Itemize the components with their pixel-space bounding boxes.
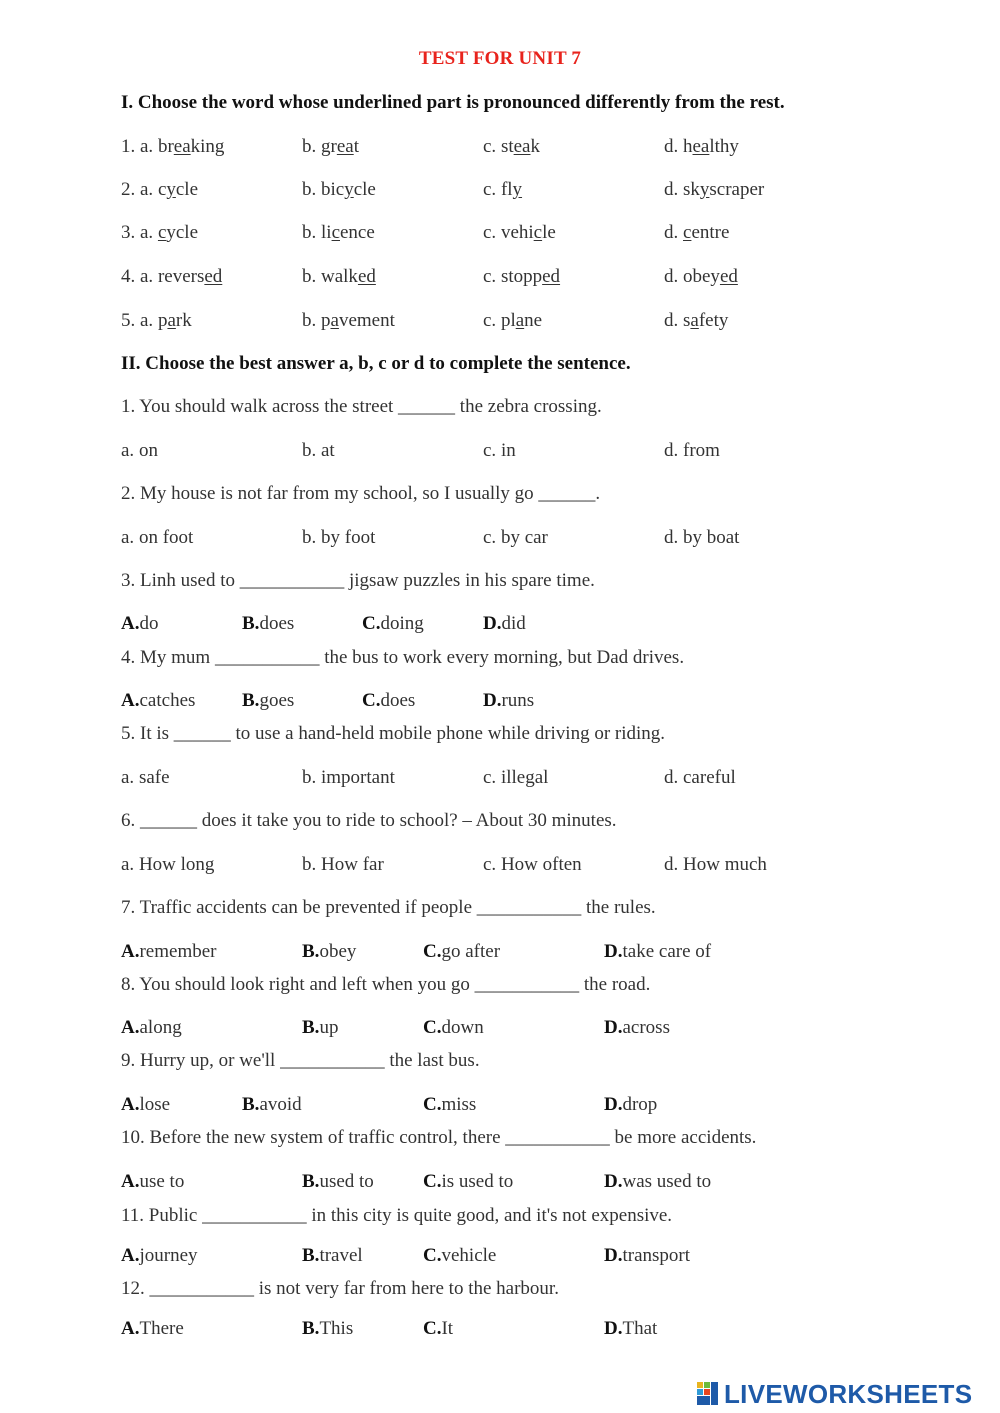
word-end: k bbox=[530, 136, 540, 157]
question-text: 4. My mum ___________ the bus to work every morning, but Dad drives. bbox=[121, 647, 685, 668]
word-start: c bbox=[157, 179, 167, 200]
word-start: br bbox=[157, 136, 174, 157]
option-text: up bbox=[319, 1017, 339, 1038]
word-end: rk bbox=[175, 310, 192, 331]
word-end: cle bbox=[175, 179, 199, 200]
option-text: did bbox=[501, 613, 526, 634]
option-text: catches bbox=[139, 690, 196, 711]
answer-option[interactable] bbox=[664, 767, 736, 789]
pronunciation-option[interactable] bbox=[664, 266, 738, 288]
option-text: careful bbox=[683, 767, 736, 788]
answer-option[interactable] bbox=[604, 1094, 657, 1116]
pronunciation-option[interactable] bbox=[121, 136, 224, 158]
question-text: 11. Public ___________ in this city is quite good, and it's not expensive. bbox=[121, 1205, 673, 1226]
word-start: pl bbox=[500, 310, 516, 331]
option-letter: B. bbox=[302, 1318, 320, 1339]
pronunciation-option[interactable] bbox=[302, 179, 376, 201]
answer-option[interactable] bbox=[121, 1017, 182, 1039]
option-letter: b. bbox=[302, 222, 317, 243]
question-text: 2. My house is not far from my school, so I usually go ______. bbox=[121, 483, 601, 504]
word-start: p bbox=[157, 310, 168, 331]
pronunciation-option[interactable] bbox=[121, 179, 198, 201]
word-start: gr bbox=[321, 136, 337, 157]
option-letter: c. bbox=[483, 767, 497, 788]
option-text: remember bbox=[139, 941, 217, 962]
answer-option[interactable] bbox=[302, 1017, 338, 1039]
answer-option[interactable] bbox=[483, 854, 582, 876]
answer-option[interactable] bbox=[664, 527, 739, 549]
answer-option[interactable] bbox=[121, 941, 217, 963]
option-text: It bbox=[441, 1318, 454, 1339]
answer-option[interactable] bbox=[121, 1094, 170, 1116]
option-letter: c. bbox=[483, 179, 497, 200]
answer-option[interactable] bbox=[483, 690, 534, 712]
question-number: 5. bbox=[121, 310, 136, 331]
option-letter: c. bbox=[483, 310, 497, 331]
option-letter: A. bbox=[121, 1171, 140, 1192]
option-text: There bbox=[139, 1318, 184, 1339]
answer-option[interactable] bbox=[242, 613, 294, 635]
option-letter: C. bbox=[423, 1318, 442, 1339]
pronunciation-option[interactable] bbox=[664, 310, 728, 332]
word-end: le bbox=[542, 222, 556, 243]
answer-option[interactable] bbox=[242, 690, 294, 712]
word-end: vement bbox=[338, 310, 395, 331]
option-letter: b. bbox=[302, 527, 317, 548]
option-letter: A. bbox=[121, 1318, 140, 1339]
answer-option[interactable] bbox=[483, 613, 526, 635]
option-letter: A. bbox=[121, 690, 140, 711]
option-letter: D. bbox=[604, 941, 623, 962]
option-letter: a. bbox=[121, 767, 135, 788]
option-letter: C. bbox=[362, 613, 381, 634]
word-end: fety bbox=[698, 310, 729, 331]
option-text: lose bbox=[139, 1094, 171, 1115]
question-number: 4. bbox=[121, 266, 136, 287]
option-text: along bbox=[139, 1017, 182, 1038]
answer-option[interactable] bbox=[664, 854, 767, 876]
option-text: important bbox=[321, 767, 395, 788]
word-start: vehi bbox=[500, 222, 534, 243]
question-text: 8. You should look right and left when you go ___________ the road. bbox=[121, 974, 651, 995]
question-text: 12. ___________ is not very far from here to the harbour. bbox=[121, 1278, 559, 1299]
option-text: go after bbox=[441, 941, 501, 962]
option-text: at bbox=[321, 440, 335, 461]
answer-option[interactable] bbox=[121, 1318, 184, 1340]
option-letter: D. bbox=[604, 1094, 623, 1115]
option-letter: c. bbox=[483, 527, 497, 548]
option-letter: d. bbox=[664, 222, 679, 243]
option-text: journey bbox=[139, 1245, 198, 1266]
answer-option[interactable] bbox=[483, 527, 548, 549]
option-text: doing bbox=[380, 613, 424, 634]
question-number: 1. bbox=[121, 136, 136, 157]
answer-option[interactable] bbox=[302, 941, 356, 963]
option-text: was used to bbox=[622, 1171, 712, 1192]
option-letter: d. bbox=[664, 854, 679, 875]
answer-option[interactable] bbox=[121, 1245, 198, 1267]
answer-option[interactable] bbox=[302, 767, 395, 789]
option-text: does bbox=[259, 613, 295, 634]
pronunciation-option[interactable] bbox=[302, 222, 375, 244]
option-letter: d. bbox=[664, 527, 679, 548]
word-start: p bbox=[321, 310, 331, 331]
option-letter: b. bbox=[302, 854, 317, 875]
question-text: 1. You should walk across the street ______ the zebra crossing. bbox=[121, 396, 602, 417]
option-text: does bbox=[380, 690, 416, 711]
pronunciation-option[interactable] bbox=[664, 222, 729, 244]
pronunciation-option[interactable] bbox=[483, 222, 556, 244]
pronunciation-option[interactable] bbox=[483, 136, 540, 158]
word-start: revers bbox=[157, 266, 205, 287]
option-letter: C. bbox=[423, 1017, 442, 1038]
question-text: 6. ______ does it take you to ride to school? – About 30 minutes. bbox=[121, 810, 617, 831]
option-text: from bbox=[683, 440, 720, 461]
underlined-part: ea bbox=[513, 136, 531, 157]
option-letter: c. bbox=[483, 136, 497, 157]
word-end: lthy bbox=[709, 136, 739, 157]
option-text: safe bbox=[138, 767, 170, 788]
pronunciation-option[interactable] bbox=[121, 266, 222, 288]
option-letter: a. bbox=[140, 179, 154, 200]
option-text: in bbox=[500, 440, 516, 461]
option-text: by boat bbox=[683, 527, 740, 548]
word-start: li bbox=[321, 222, 332, 243]
option-letter: D. bbox=[604, 1245, 623, 1266]
answer-option[interactable] bbox=[242, 1094, 302, 1116]
option-letter: a. bbox=[140, 136, 154, 157]
option-letter: B. bbox=[302, 1245, 320, 1266]
underlined-part: a bbox=[167, 310, 176, 331]
question-text: 7. Traffic accidents can be prevented if people ___________ the rules. bbox=[121, 897, 656, 918]
answer-option[interactable] bbox=[604, 1017, 670, 1039]
word-end: scraper bbox=[709, 179, 765, 200]
option-letter: C. bbox=[423, 1094, 442, 1115]
underlined-part: ea bbox=[173, 136, 191, 157]
option-text: do bbox=[139, 613, 159, 634]
option-text: by foot bbox=[321, 527, 376, 548]
option-text: How much bbox=[683, 854, 767, 875]
word-start: bic bbox=[321, 179, 345, 200]
underlined-part: ea bbox=[336, 136, 354, 157]
option-letter: A. bbox=[121, 941, 140, 962]
option-text: use to bbox=[139, 1171, 185, 1192]
question-number: 3. bbox=[121, 222, 136, 243]
underlined-part: c bbox=[331, 222, 340, 243]
word-end: ne bbox=[524, 310, 543, 331]
option-text: travel bbox=[319, 1245, 363, 1266]
answer-option[interactable] bbox=[121, 854, 214, 876]
word-start: walk bbox=[321, 266, 358, 287]
page-title: TEST FOR UNIT 7 bbox=[418, 48, 582, 69]
option-text: miss bbox=[441, 1094, 477, 1115]
option-letter: D. bbox=[604, 1318, 623, 1339]
option-letter: d. bbox=[664, 310, 679, 331]
option-letter: c. bbox=[483, 266, 497, 287]
pronunciation-option[interactable] bbox=[483, 266, 560, 288]
pronunciation-option[interactable] bbox=[664, 179, 764, 201]
section2-heading: II. Choose the best answer a, b, c or d to complete the sentence. bbox=[121, 353, 631, 374]
answer-option[interactable] bbox=[121, 690, 195, 712]
option-letter: A. bbox=[121, 1094, 140, 1115]
option-letter: A. bbox=[121, 613, 140, 634]
liveworksheets-logo-icon bbox=[697, 1382, 719, 1406]
option-letter: C. bbox=[423, 941, 442, 962]
option-letter: c. bbox=[483, 440, 497, 461]
option-letter: b. bbox=[302, 179, 317, 200]
answer-option[interactable] bbox=[423, 1094, 476, 1116]
answer-option[interactable] bbox=[121, 527, 193, 549]
option-letter: D. bbox=[483, 690, 502, 711]
option-letter: a. bbox=[121, 854, 135, 875]
option-letter: B. bbox=[242, 1094, 260, 1115]
answer-option[interactable] bbox=[302, 1171, 374, 1193]
underlined-part: ea bbox=[692, 136, 710, 157]
answer-option[interactable] bbox=[362, 613, 424, 635]
answer-option[interactable] bbox=[664, 440, 720, 462]
option-letter: b. bbox=[302, 136, 317, 157]
answer-option[interactable] bbox=[423, 1171, 513, 1193]
answer-option[interactable] bbox=[604, 1171, 711, 1193]
answer-option[interactable] bbox=[423, 1245, 496, 1267]
answer-option[interactable] bbox=[483, 767, 548, 789]
answer-option[interactable] bbox=[121, 1171, 184, 1193]
option-text: obey bbox=[319, 941, 357, 962]
option-text: on bbox=[138, 440, 158, 461]
word-start: fl bbox=[500, 179, 513, 200]
liveworksheets-logo bbox=[697, 1379, 972, 1409]
answer-option[interactable] bbox=[604, 941, 711, 963]
answer-option[interactable] bbox=[362, 690, 415, 712]
option-text: by car bbox=[500, 527, 548, 548]
underlined-part: ed bbox=[542, 266, 561, 287]
option-text: This bbox=[319, 1318, 354, 1339]
question-text: 3. Linh used to ___________ jigsaw puzzles in his spare time. bbox=[121, 570, 595, 591]
pronunciation-option[interactable] bbox=[302, 266, 376, 288]
word-end: entre bbox=[691, 222, 730, 243]
option-letter: c. bbox=[483, 854, 497, 875]
question-text: 10. Before the new system of traffic control, there ___________ be more accidents. bbox=[121, 1127, 757, 1148]
option-letter: B. bbox=[302, 941, 320, 962]
word-end: king bbox=[190, 136, 225, 157]
option-text: goes bbox=[259, 690, 295, 711]
option-text: How often bbox=[500, 854, 582, 875]
pronunciation-option[interactable] bbox=[302, 136, 359, 158]
underlined-part: c bbox=[683, 222, 692, 243]
answer-option[interactable] bbox=[423, 1318, 453, 1340]
option-text: take care of bbox=[622, 941, 712, 962]
option-letter: A. bbox=[121, 1245, 140, 1266]
option-letter: a. bbox=[140, 310, 154, 331]
pronunciation-option[interactable] bbox=[664, 136, 739, 158]
answer-option[interactable] bbox=[302, 440, 335, 462]
underlined-part: y bbox=[166, 179, 176, 200]
underlined-part: ed bbox=[719, 266, 738, 287]
answer-option[interactable] bbox=[121, 767, 170, 789]
option-letter: d. bbox=[664, 136, 679, 157]
option-text: used to bbox=[319, 1171, 374, 1192]
underlined-part: a bbox=[515, 310, 525, 331]
option-text: avoid bbox=[259, 1094, 302, 1115]
answer-option[interactable] bbox=[302, 1318, 353, 1340]
option-letter: C. bbox=[423, 1245, 442, 1266]
underlined-part: ed bbox=[204, 266, 223, 287]
option-letter: D. bbox=[483, 613, 502, 634]
question-number: 2. bbox=[121, 179, 136, 200]
underlined-part: y bbox=[699, 179, 710, 200]
answer-option[interactable] bbox=[302, 854, 384, 876]
option-letter: A. bbox=[121, 1017, 140, 1038]
option-text: across bbox=[622, 1017, 670, 1038]
option-letter: b. bbox=[302, 266, 317, 287]
option-text: drop bbox=[622, 1094, 658, 1115]
underlined-part: a bbox=[330, 310, 339, 331]
option-text: How far bbox=[321, 854, 384, 875]
option-letter: d. bbox=[664, 266, 679, 287]
answer-option[interactable] bbox=[604, 1245, 690, 1267]
liveworksheets-logo-text: LIVEWORKSHEETS bbox=[724, 1378, 973, 1409]
option-text: vehicle bbox=[441, 1245, 497, 1266]
pronunciation-option[interactable] bbox=[121, 310, 192, 332]
option-letter: b. bbox=[302, 440, 317, 461]
option-text: That bbox=[622, 1318, 658, 1339]
option-text: transport bbox=[622, 1245, 691, 1266]
pronunciation-option[interactable] bbox=[302, 310, 395, 332]
option-text: on foot bbox=[138, 527, 194, 548]
word-end: t bbox=[353, 136, 359, 157]
word-start: st bbox=[500, 136, 514, 157]
pronunciation-option[interactable] bbox=[121, 222, 198, 244]
section1-heading: I. Choose the word whose underlined part is pronounced differently from the rest. bbox=[121, 92, 785, 113]
underlined-part: c bbox=[157, 222, 167, 243]
answer-option[interactable] bbox=[423, 941, 500, 963]
option-letter: C. bbox=[362, 690, 381, 711]
option-letter: c. bbox=[483, 222, 497, 243]
answer-option[interactable] bbox=[423, 1017, 484, 1039]
option-letter: B. bbox=[242, 613, 260, 634]
option-letter: D. bbox=[604, 1171, 623, 1192]
answer-option[interactable] bbox=[302, 527, 375, 549]
option-letter: d. bbox=[664, 179, 679, 200]
word-end: cle bbox=[353, 179, 376, 200]
word-start: sk bbox=[683, 179, 700, 200]
option-letter: a. bbox=[121, 527, 135, 548]
option-letter: B. bbox=[302, 1171, 320, 1192]
answer-option[interactable] bbox=[604, 1318, 657, 1340]
option-letter: d. bbox=[664, 440, 679, 461]
pronunciation-option[interactable] bbox=[483, 179, 522, 201]
option-text: is used to bbox=[441, 1171, 514, 1192]
option-letter: C. bbox=[423, 1171, 442, 1192]
underlined-part: ed bbox=[357, 266, 376, 287]
option-letter: a. bbox=[140, 266, 154, 287]
word-start: obey bbox=[683, 266, 720, 287]
option-text: How long bbox=[138, 854, 215, 875]
underlined-part: a bbox=[690, 310, 699, 331]
option-text: down bbox=[441, 1017, 484, 1038]
underlined-part: y bbox=[512, 179, 523, 200]
answer-option[interactable] bbox=[483, 440, 516, 462]
option-text: runs bbox=[501, 690, 535, 711]
underlined-part: y bbox=[344, 179, 354, 200]
option-letter: a. bbox=[140, 222, 154, 243]
answer-option[interactable] bbox=[302, 1245, 363, 1267]
answer-option[interactable] bbox=[121, 613, 158, 635]
option-text: illegal bbox=[500, 767, 549, 788]
word-start: stopp bbox=[500, 266, 543, 287]
pronunciation-option[interactable] bbox=[483, 310, 542, 332]
underlined-part: c bbox=[533, 222, 543, 243]
answer-option[interactable] bbox=[121, 440, 158, 462]
word-end: ence bbox=[340, 222, 375, 243]
option-letter: b. bbox=[302, 310, 317, 331]
option-letter: B. bbox=[302, 1017, 320, 1038]
option-letter: D. bbox=[604, 1017, 623, 1038]
option-letter: a. bbox=[121, 440, 135, 461]
option-letter: b. bbox=[302, 767, 317, 788]
word-start: s bbox=[683, 310, 691, 331]
question-text: 9. Hurry up, or we'll ___________ the last bus. bbox=[121, 1050, 480, 1071]
word-start: h bbox=[683, 136, 693, 157]
word-end: ycle bbox=[166, 222, 199, 243]
option-letter: B. bbox=[242, 690, 260, 711]
option-letter: d. bbox=[664, 767, 679, 788]
question-text: 5. It is ______ to use a hand-held mobile phone while driving or riding. bbox=[121, 723, 666, 744]
